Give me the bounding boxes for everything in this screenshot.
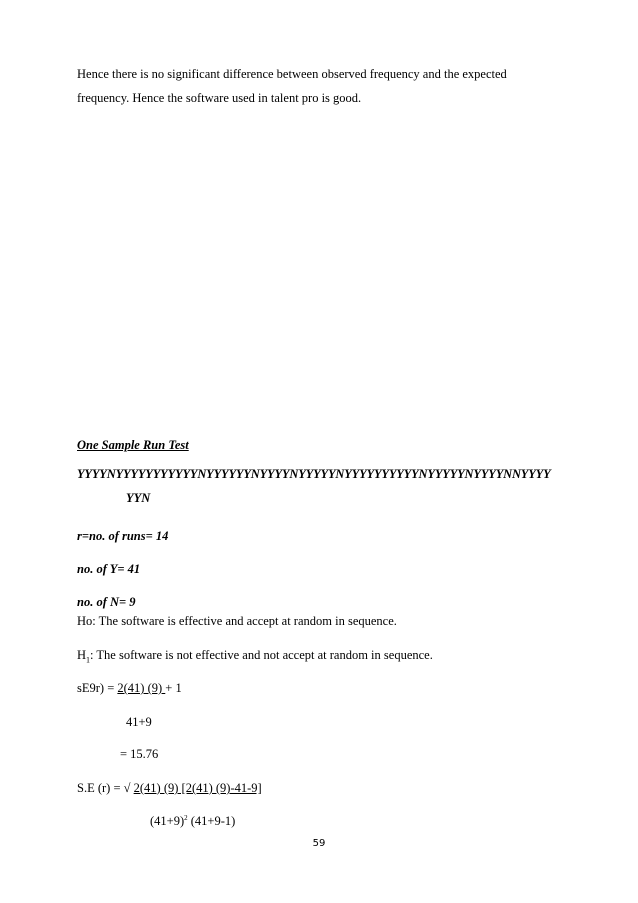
se-denom-b: (41+9-1) bbox=[187, 814, 236, 828]
paragraph-line: Hence there is no significant difference between observed frequency and the expected bbox=[77, 67, 507, 81]
se-denom-sup: 2 bbox=[184, 813, 188, 822]
sequence-line: YYYYNYYYYYYYYYYYNYYYYYYNYYYYNYYYYYNYYYYYYYYYYNYYYYYNYYYYNNYYYY bbox=[77, 467, 551, 481]
mean-runs-formula bbox=[77, 680, 182, 696]
h1-text: : The software is not effective and not accept at random in sequence. bbox=[90, 648, 433, 662]
null-hypothesis: Ho: The software is effective and accept at random in sequence. bbox=[77, 614, 397, 628]
paragraph-line: frequency. Hence the software used in talent pro is good. bbox=[77, 91, 362, 105]
formula-numerator: 2(41) (9) bbox=[117, 681, 166, 695]
n-count: no. of N= 9 bbox=[77, 595, 136, 609]
h1-subscript: 1 bbox=[86, 655, 91, 665]
page-number: 59 bbox=[312, 838, 326, 849]
formula-prefix: sE9r) = bbox=[77, 681, 118, 695]
y-count: no. of Y= 41 bbox=[77, 562, 141, 576]
section-heading: One Sample Run Test bbox=[77, 438, 189, 452]
se-denom-a: (41+9) bbox=[150, 814, 185, 828]
sequence-line: YYN bbox=[126, 491, 151, 505]
formula-result: = 15.76 bbox=[120, 747, 159, 761]
se-numerator: 2(41) (9) [2(41) (9)-41-9] bbox=[133, 781, 262, 795]
alternative-hypothesis bbox=[77, 647, 433, 663]
se-prefix: S.E (r) = √ bbox=[77, 781, 134, 795]
se-denominator bbox=[150, 813, 235, 829]
formula-denominator: 41+9 bbox=[126, 715, 152, 729]
runs-count: r=no. of runs= 14 bbox=[77, 529, 169, 543]
h1-prefix: H bbox=[77, 648, 87, 662]
standard-error-formula bbox=[77, 780, 262, 796]
formula-suffix: + 1 bbox=[165, 681, 182, 695]
